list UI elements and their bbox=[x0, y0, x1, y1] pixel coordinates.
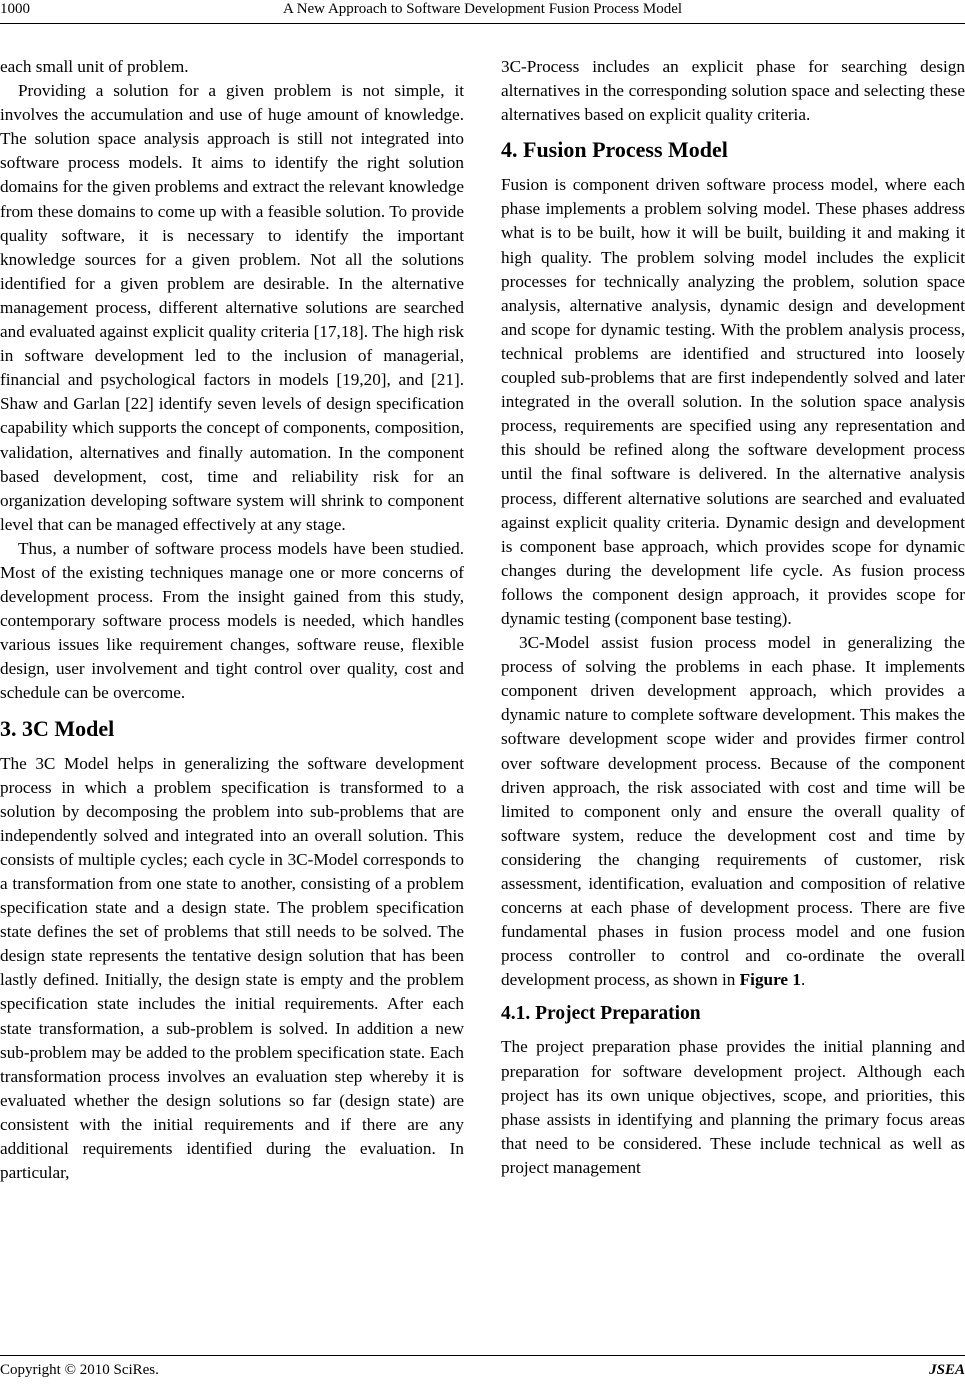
paragraph bbox=[501, 631, 965, 992]
running-title: A New Approach to Software Development Fusion Process Model bbox=[282, 1, 683, 17]
page-footer bbox=[0, 1362, 965, 1384]
paragraph: The project preparation phase provides the initial planning and preparation for software development project. Although each project has its own unique objectives, scope, and priorities, this phase assists in identifying and planning the primary focus areas that need to be considered. These include technical as well as project management bbox=[501, 1037, 965, 1177]
paragraph-text: 3C-Model assist fusion process model in generalizing the process of solving the problems in each phase. It implements component driven development approach, which provides a dynamic nature to complete software development. This makes the software development scope wider and provides firmer control over software development process. Because of the component driven approach, the risk associated with cost and time will be limited to component only and ensure the overall quality of software system, reduce the development cost and time by considering the changing requirements of customer, risk assessment, identification, evaluation and composition of relative concerns at each phase of development process. There are five fundamental phases in fusion process model and one fusion process controller to control and co-ordinate the overall development process, as shown in bbox=[501, 633, 965, 990]
figure-reference[interactable]: Figure 1 bbox=[739, 970, 801, 990]
right-column bbox=[501, 55, 965, 1180]
paragraph: Thus, a number of software process models have been studied. Most of the existing techniques manage one or more concerns of development process. From the insight gained from this study, contemporary software process models is needed, which handles various issues like requirement changes, software reuse, flexible design, user involvement and tight control over quality, cost and schedule can be overcome. bbox=[0, 538, 464, 703]
section-heading-3c-model: 3. 3C Model bbox=[0, 715, 115, 741]
copyright-notice: Copyright © 2010 SciRes. bbox=[0, 1362, 159, 1378]
page-header bbox=[0, 0, 965, 24]
paragraph: Providing a solution for a given problem is not simple, it involves the accumulation and use of huge amount of knowledge. The solution space analysis approach is still not integrated into software process models. It aims to identify the right solution domains for the given problems and extract the relevant knowledge from these domains to come up with a feasible solution. To provide quality software, it is necessary to identify the important knowledge sources for a given problem. Not all the solutions identified for a given problem are desirable. In the alternative management process, different alternative solutions are searched and evaluated against explicit quality criteria [17,18]. The high risk in software development led to the inclusion of managerial, financial and psychological factors in models [19,20], and [21]. Shaw and Garlan [22] identify seven levels of design specification capability which supports the concept of components, composition, validation, alternatives and finally automation. In the component based development, cost, time and reliability risk for an organization developing software system will shrink to component level that can be managed effectively at any stage. bbox=[0, 81, 464, 534]
paragraph: The 3C Model helps in generalizing the software development process in which a problem specification is transformed to a solution by decomposing the problem into sub-problems that are independently solved and integrated into an overall solution. This consists of multiple cycles; each cycle in 3C-Model corresponds to a transformation from one state to another, consisting of a problem specification state and a design state. The problem specification state defines the set of problems that still needs to be solved. The design state represents the tentative design solution that has been lastly defined. Initially, the design state is empty and the problem specification state includes the initial requirements. After each state transformation, a sub-problem is solved. In addition a new sub-problem may be added to the problem specification state. Each transformation process involves an evaluation step whereby it is evaluated whether the design solutions so far (design state) are consistent with the initial requirements and if there are any additional requirements identified during the evaluation. In particular, bbox=[0, 753, 464, 1183]
footer-rule bbox=[0, 1355, 965, 1356]
section-heading-fusion-process-model: 4. Fusion Process Model bbox=[501, 137, 728, 163]
paragraph: 3C-Process includes an explicit phase for searching design alternatives in the corresponding solution space and selecting these alternatives based on explicit quality criteria. bbox=[501, 57, 965, 125]
header-rule bbox=[0, 23, 965, 24]
paragraph: each small unit of problem. bbox=[0, 57, 189, 76]
paragraph: Fusion is component driven software process model, where each phase implements a problem solving model. These phases address what is to be built, how it will be built, building it and making it high quality. The problem solving model includes the explicit processes for technically analyzing the problem, solution space analysis, alternative analysis, dynamic design and development and scope for dynamic testing. With the problem analysis process, technical problems are identified and structured into loosely coupled sub-problems that are first independently solved and later integrated in the overall solution. In the solution space analysis process, requirements are specified using any representation and this should be refined along the software development process until the final software is delivered. In the alternative analysis process, different alternative solutions are searched and evaluated against explicit quality criteria. Dynamic design and development is component base approach, which provides scope for dynamic changes during the development life cycle. As fusion process follows the component design approach, it provides scope for dynamic testing (component base testing). bbox=[501, 175, 965, 628]
page-number: 1000 bbox=[0, 1, 30, 17]
paragraph-end: . bbox=[800, 970, 806, 990]
journal-abbreviation: JSEA bbox=[929, 1362, 965, 1378]
subsection-heading-project-preparation: 4.1. Project Preparation bbox=[501, 1003, 701, 1025]
left-column bbox=[0, 55, 464, 1185]
